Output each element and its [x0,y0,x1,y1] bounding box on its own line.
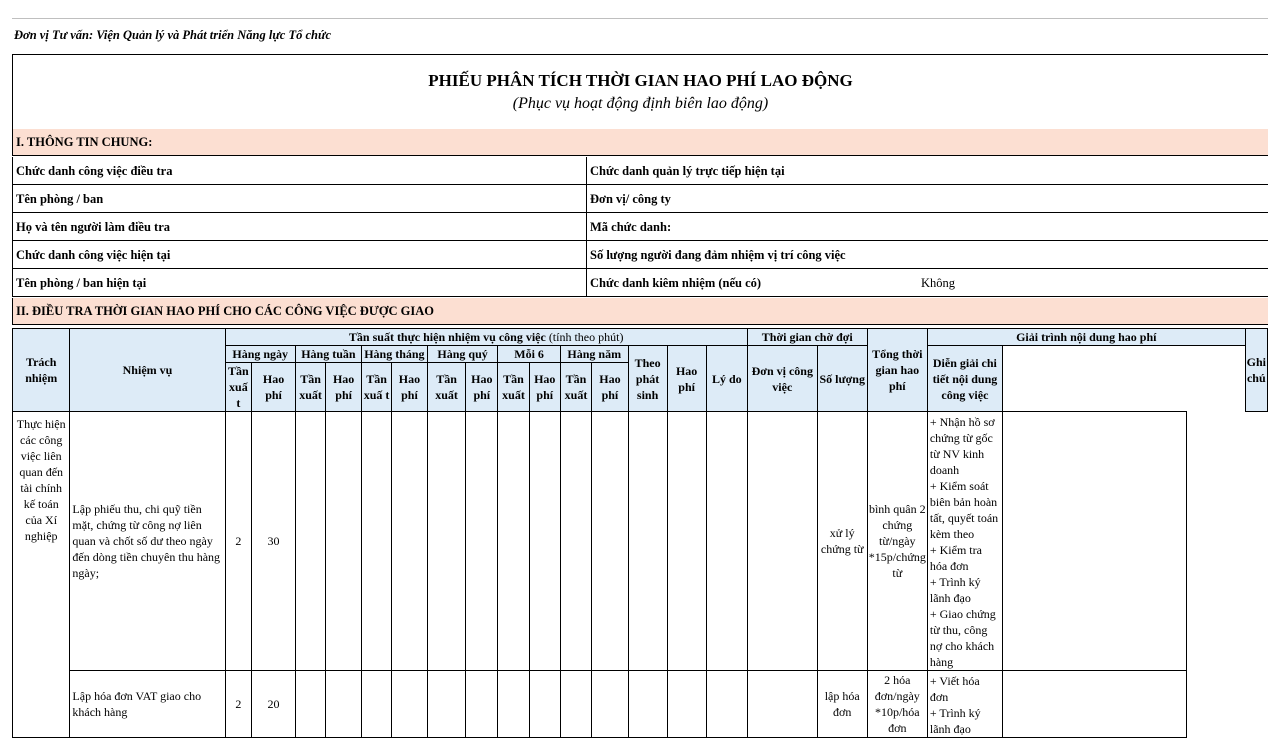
detail-line: + Kiểm tra hóa đơn [929,543,982,573]
cell-empty[interactable] [529,412,560,671]
cell-empty[interactable] [628,412,667,671]
cell-daily-cost[interactable]: 20 [252,671,296,738]
header-cost: Hao phí [392,363,428,412]
cell-empty[interactable] [427,412,465,671]
header-quantity: Số lượng [817,346,867,412]
header-daily: Hàng ngày [225,346,295,363]
cell-empty[interactable] [667,671,706,738]
header-note: Ghi chú [1245,329,1267,412]
detail-line: + Kiểm soát biên bản hoàn tất, quyết toán kèm theo [929,479,999,541]
info-row [12,213,1268,241]
cell-empty[interactable] [466,671,498,738]
header-responsibility: Trách nhiệm [13,329,70,412]
cell-empty[interactable] [560,412,591,671]
info-label-left: Chức danh công việc điều tra [16,164,173,178]
header-freq: Tần xuất [498,363,529,412]
table-row [13,412,1268,671]
info-row [12,241,1268,269]
header-weekly: Hàng tuần [295,346,361,363]
detail-line: + Viết hóa đơn [929,674,980,704]
cell-unit[interactable]: lập hóa đơn [817,671,867,738]
info-label-left: Tên phòng / ban hiện tại [16,276,147,290]
cell-empty[interactable] [326,412,362,671]
header-detail: Diễn giải chi tiết nội dung công việc [927,346,1002,412]
table-row [13,671,1268,738]
cell-empty[interactable] [392,412,428,671]
header-cost: Hao phí [466,363,498,412]
header-freq: Tần xuất [560,363,591,412]
header-freq: Tần xuất [295,363,325,412]
cell-responsibility[interactable]: Thực hiện các công việc liên quan đến tài chính kế toán của Xí nghiệp [13,412,70,738]
cell-empty[interactable] [498,671,529,738]
cell-detail[interactable] [927,412,1002,671]
cell-quantity[interactable]: bình quân 2 chứng từ/ngày *15p/chứng từ [867,412,927,671]
header-cost: Hao phí [592,363,629,412]
section-general-info: I. THÔNG TIN CHUNG: [12,129,1268,156]
section-time-survey: II. ĐIỀU TRA THỜI GIAN HAO PHÍ CHO CÁC CÔNG VIỆC ĐƯỢC GIAO [12,298,1268,325]
cell-quantity[interactable]: 2 hóa đơn/ngày *10p/hóa đơn [867,671,927,738]
cell-empty[interactable] [529,671,560,738]
detail-line: + Trình ký lãnh đạo [929,706,981,736]
cell-task[interactable]: Lập hóa đơn VAT giao cho khách hàng [70,671,225,738]
cell-empty[interactable] [361,671,391,738]
header-as-occurs: Theo phát sinh [628,346,667,412]
header-monthly: Hàng tháng [361,346,427,363]
detail-line: + Giao chứng từ thu, công nợ cho khách hàng [929,607,996,669]
cell-empty[interactable] [667,412,706,671]
cell-empty[interactable] [747,412,817,671]
org-line: Đơn vị Tư vấn: Viện Quản lý và Phát triển Năng lực Tổ chức [14,28,332,42]
header-task: Nhiệm vụ [70,329,225,412]
header-quarterly: Hàng quý [427,346,498,363]
info-label-left: Chức danh công việc hiện tại [16,248,171,262]
header-unit: Đơn vị công việc [747,346,817,412]
detail-line: + Trình ký lãnh đạo [929,575,981,605]
cell-empty[interactable] [427,671,465,738]
header-wait-cost: Hao phí [667,346,706,412]
header-freq: Tần xuấ t [225,363,252,412]
top-gridline [12,18,1268,19]
info-value-right[interactable]: Không [921,276,956,290]
info-label-right: Chức danh kiêm nhiệm (nếu có) [590,276,762,290]
header-yearly: Hàng năm [560,346,628,363]
info-label-right: Chức danh quản lý trực tiếp hiện tại [590,164,785,178]
time-analysis-table [12,328,1268,738]
cell-note[interactable] [1002,671,1186,738]
cell-empty[interactable] [592,412,629,671]
cell-empty[interactable] [466,412,498,671]
info-label-left: Tên phòng / ban [16,192,104,206]
cell-daily-freq[interactable]: 2 [225,412,252,671]
info-label-right: Đơn vị/ công ty [590,192,671,206]
cell-empty[interactable] [706,671,747,738]
cell-empty[interactable] [628,671,667,738]
header-cost: Hao phí [252,363,296,412]
cell-empty[interactable] [295,412,325,671]
cell-empty[interactable] [361,412,391,671]
header-freq: Tần xuấ t [361,363,391,412]
info-row [12,269,1268,297]
info-label-left: Họ và tên người làm điều tra [16,220,171,234]
header-cost: Hao phí [529,363,560,412]
header-cost: Hao phí [326,363,362,412]
form-subtitle: (Phục vụ hoạt động định biên lao động) [512,95,769,112]
spreadsheet [12,18,1268,736]
cell-empty[interactable] [498,412,529,671]
cell-empty[interactable] [592,671,629,738]
info-row [12,185,1268,213]
info-label-right: Số lượng người đang đảm nhiệm vị trí công việc [590,248,846,262]
info-label-right: Mã chức danh: [590,220,672,234]
cell-empty[interactable] [392,671,428,738]
cell-daily-freq[interactable]: 2 [225,671,252,738]
header-freq: Tần xuất [427,363,465,412]
cell-empty[interactable] [747,671,817,738]
header-total: Tổng thời gian hao phí [867,329,927,412]
cell-empty[interactable] [706,412,747,671]
cell-daily-cost[interactable]: 30 [252,412,296,671]
cell-empty[interactable] [560,671,591,738]
cell-detail[interactable] [927,671,1002,738]
cell-note[interactable] [1002,412,1186,671]
header-frequency-group: Tần suất thực hiện nhiệm vụ công việc (tính theo phút) [225,329,747,346]
header-every6: Mỗi 6 [498,346,560,363]
header-reason: Lý do [706,346,747,412]
detail-line: + Nhận hồ sơ chứng từ gốc từ NV kinh doanh [929,415,995,477]
cell-empty[interactable] [326,671,362,738]
cell-task[interactable]: Lập phiếu thu, chi quỹ tiền mặt, chứng từ công nợ liên quan và chốt số dư theo ngày đến dòng tiền chuyên thu hàng ngày; [70,412,225,671]
header-explain-group: Giải trình nội dung hao phí [927,329,1245,346]
cell-empty[interactable] [295,671,325,738]
form-title: PHIẾU PHÂN TÍCH THỜI GIAN HAO PHÍ LAO ĐỘNG [428,71,853,90]
info-row [12,157,1268,185]
title-box [12,54,1268,130]
header-wait-group: Thời gian chờ đợi [747,329,867,346]
cell-unit[interactable]: xử lý chứng từ [817,412,867,671]
